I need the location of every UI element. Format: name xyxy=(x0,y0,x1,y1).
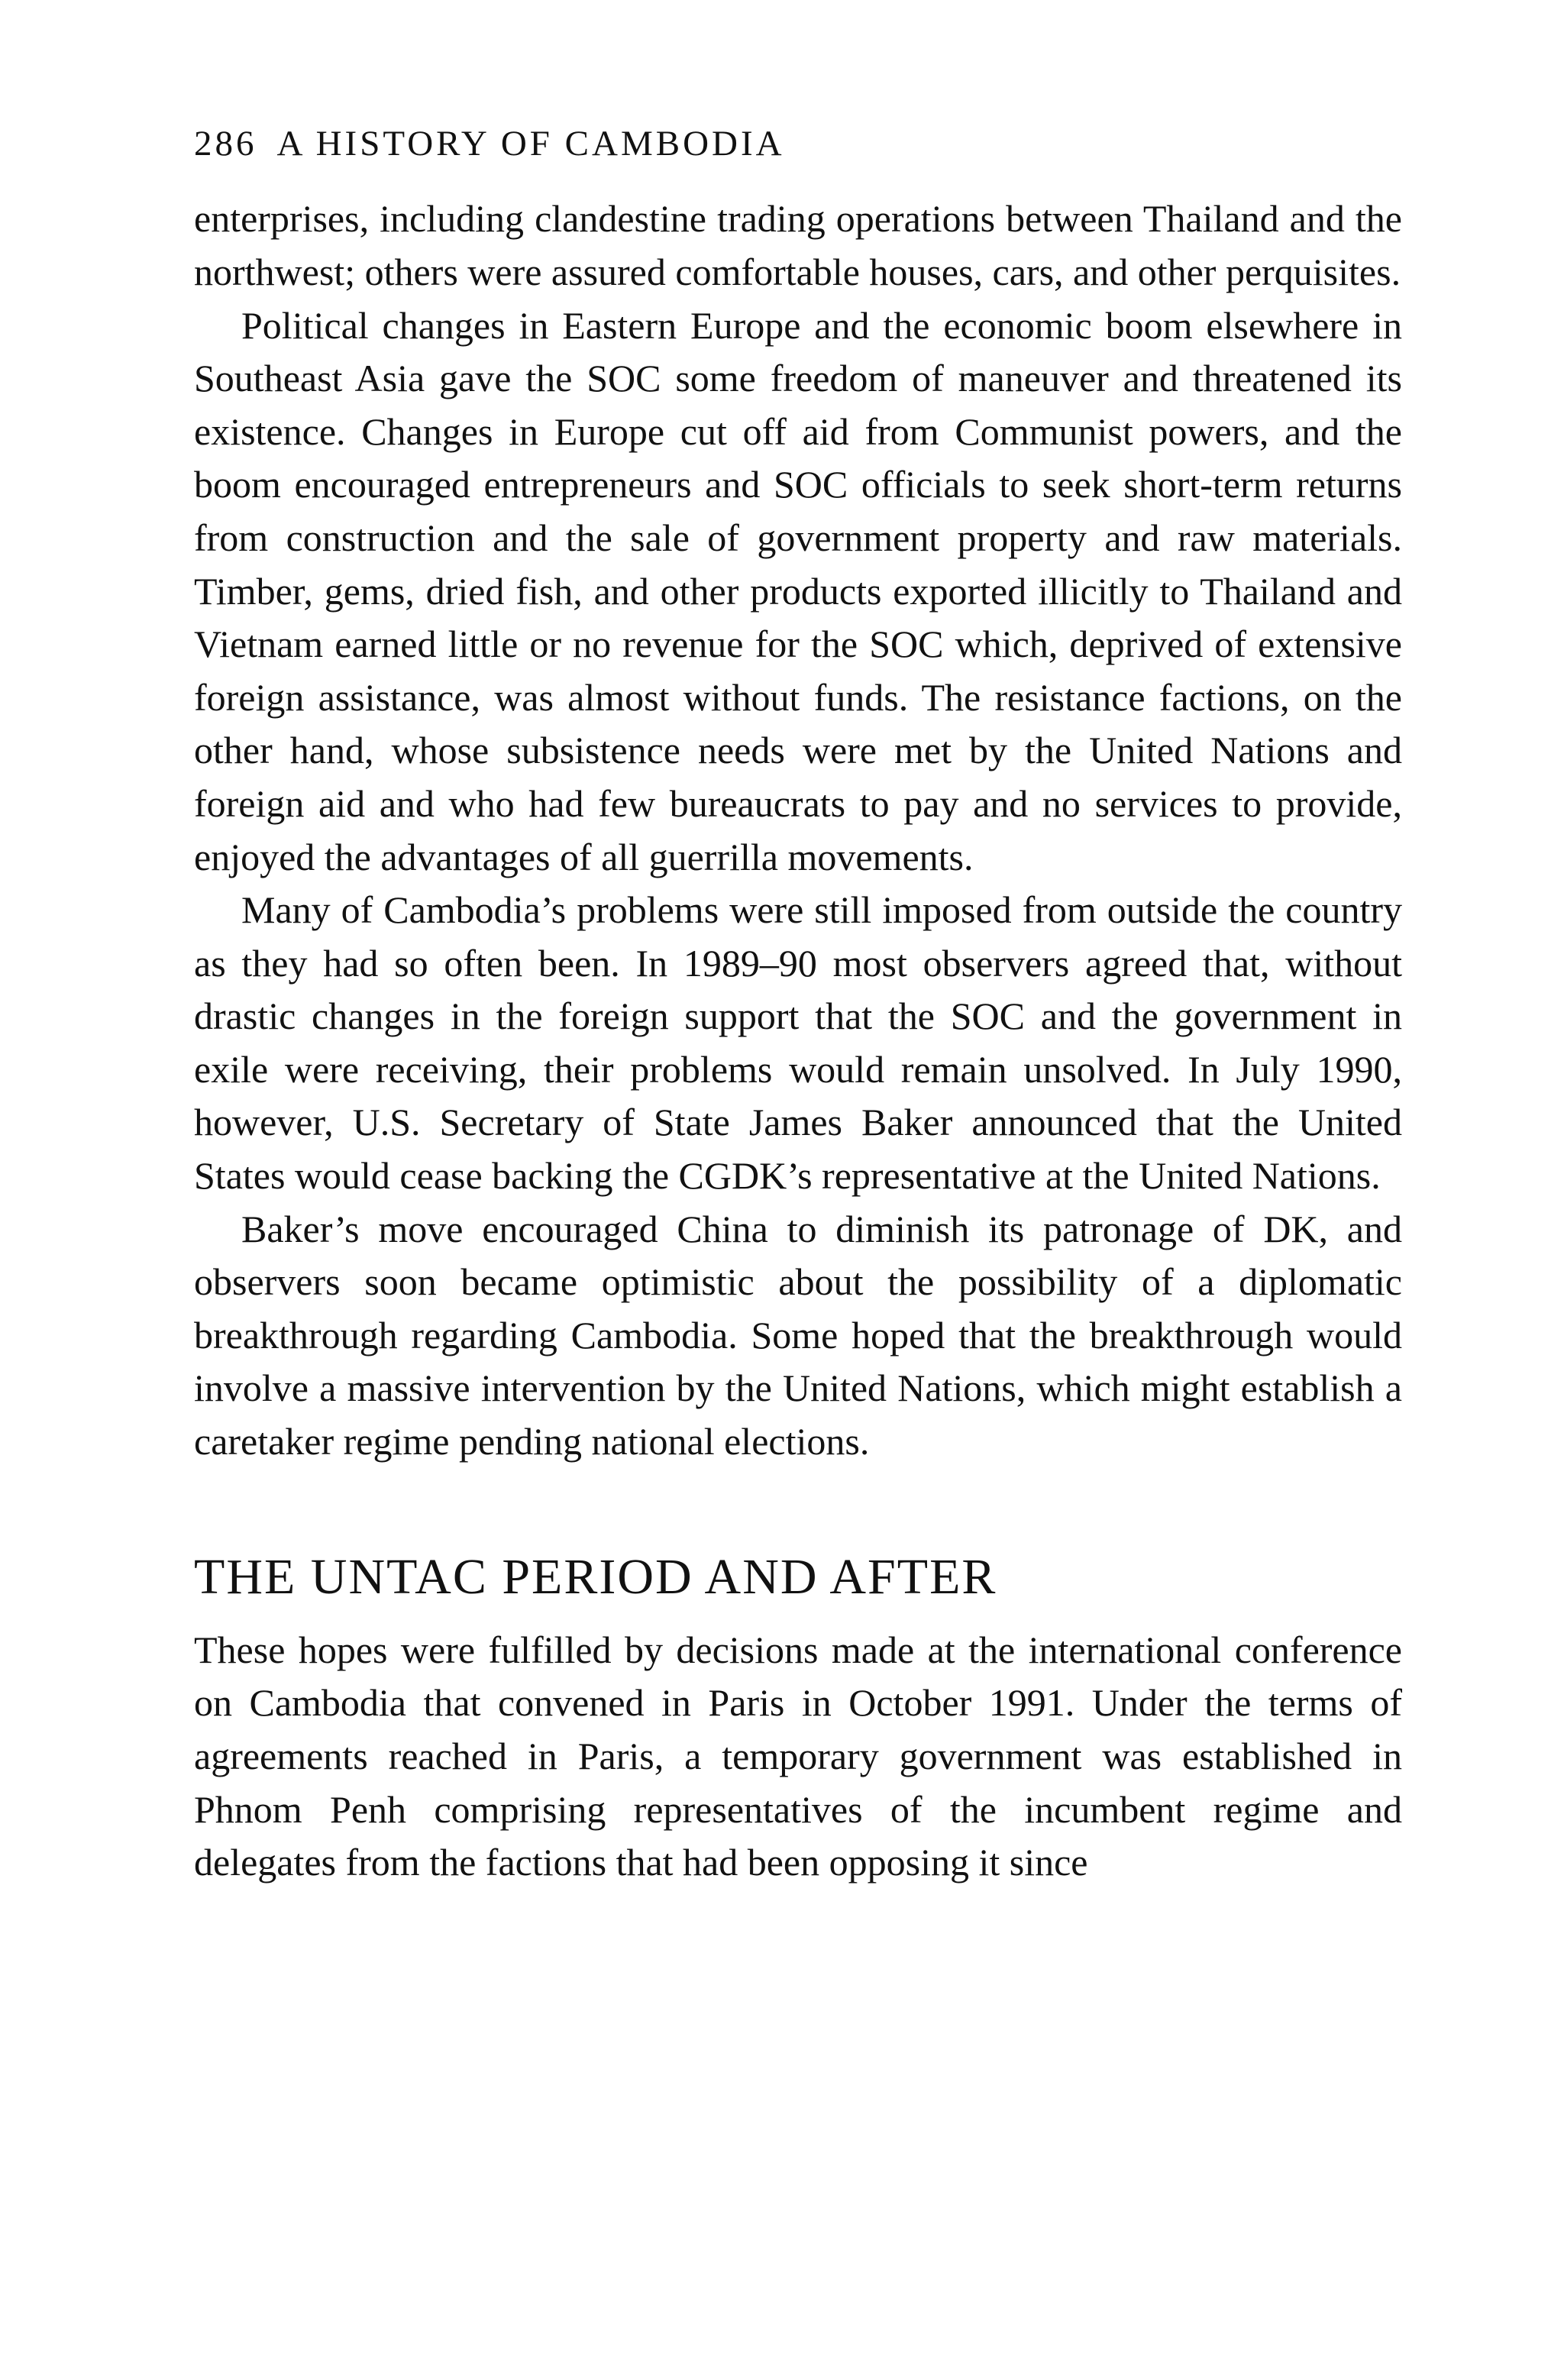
running-head xyxy=(194,122,1402,165)
paragraph-continued: enterprises, including clandestine trading operations between Thailand and the northwest; others were assured comfortable houses, cars, and other perquisites. xyxy=(194,197,1402,293)
paragraph-untac: These hopes were fulfilled by decisions made at the international conference on Cambodia that convened in Paris in October 1991. Under the terms of agreements reached in Paris, a temporary government was established in Phnom Penh comprising representatives of the incumbent regime and delegates from the factions that had been opposing it since xyxy=(194,1628,1402,1884)
paragraph-political-changes: Political changes in Eastern Europe and the economic boom elsewhere in Southeast Asia gave the SOC some freedom of maneuver and threatened its existence. Changes in Europe cut off aid from Communist powers, and the boom encouraged entrepreneurs and SOC officials to seek short-term returns from construction and the sale of government property and raw materials. Timber, gems, dried fish, and other products exported illicitly to Thailand and Vietnam earned little or no revenue for the SOC which, deprived of extensive foreign assistance, was almost without funds. The resistance factions, on the other hand, whose subsistence needs were met by the United Nations and foreign aid and who had few bureaucrats to pay and no services to provide, enjoyed the advantages of all guerrilla movements. xyxy=(194,303,1402,878)
section-heading: THE UNTAC PERIOD AND AFTER xyxy=(194,1548,997,1605)
running-title: A HISTORY OF CAMBODIA xyxy=(276,124,785,163)
paragraph-cambodia-problems: Many of Cambodia’s problems were still imposed from outside the country as they had so often been. In 1989–90 most observers agreed that, without drastic changes in the foreign support that the SOC and the government in exile were receiving, their problems would remain unsolved. In July 1990, however, U.S. Secretary of State James Baker announced that the United States would cease backing the CGDK’s representative at the United Nations. xyxy=(194,888,1402,1198)
book-page xyxy=(194,122,1402,1890)
page-number: 286 xyxy=(194,124,257,163)
paragraph-baker-move: Baker’s move encouraged China to diminish its patronage of DK, and observers soon became optimistic about the possibility of a diplomatic breakthrough regarding Cambodia. Some hoped that the breakthrough would involve a massive intervention by the United Nations, which might establish a caretaker regime pending national elections. xyxy=(194,1207,1402,1463)
